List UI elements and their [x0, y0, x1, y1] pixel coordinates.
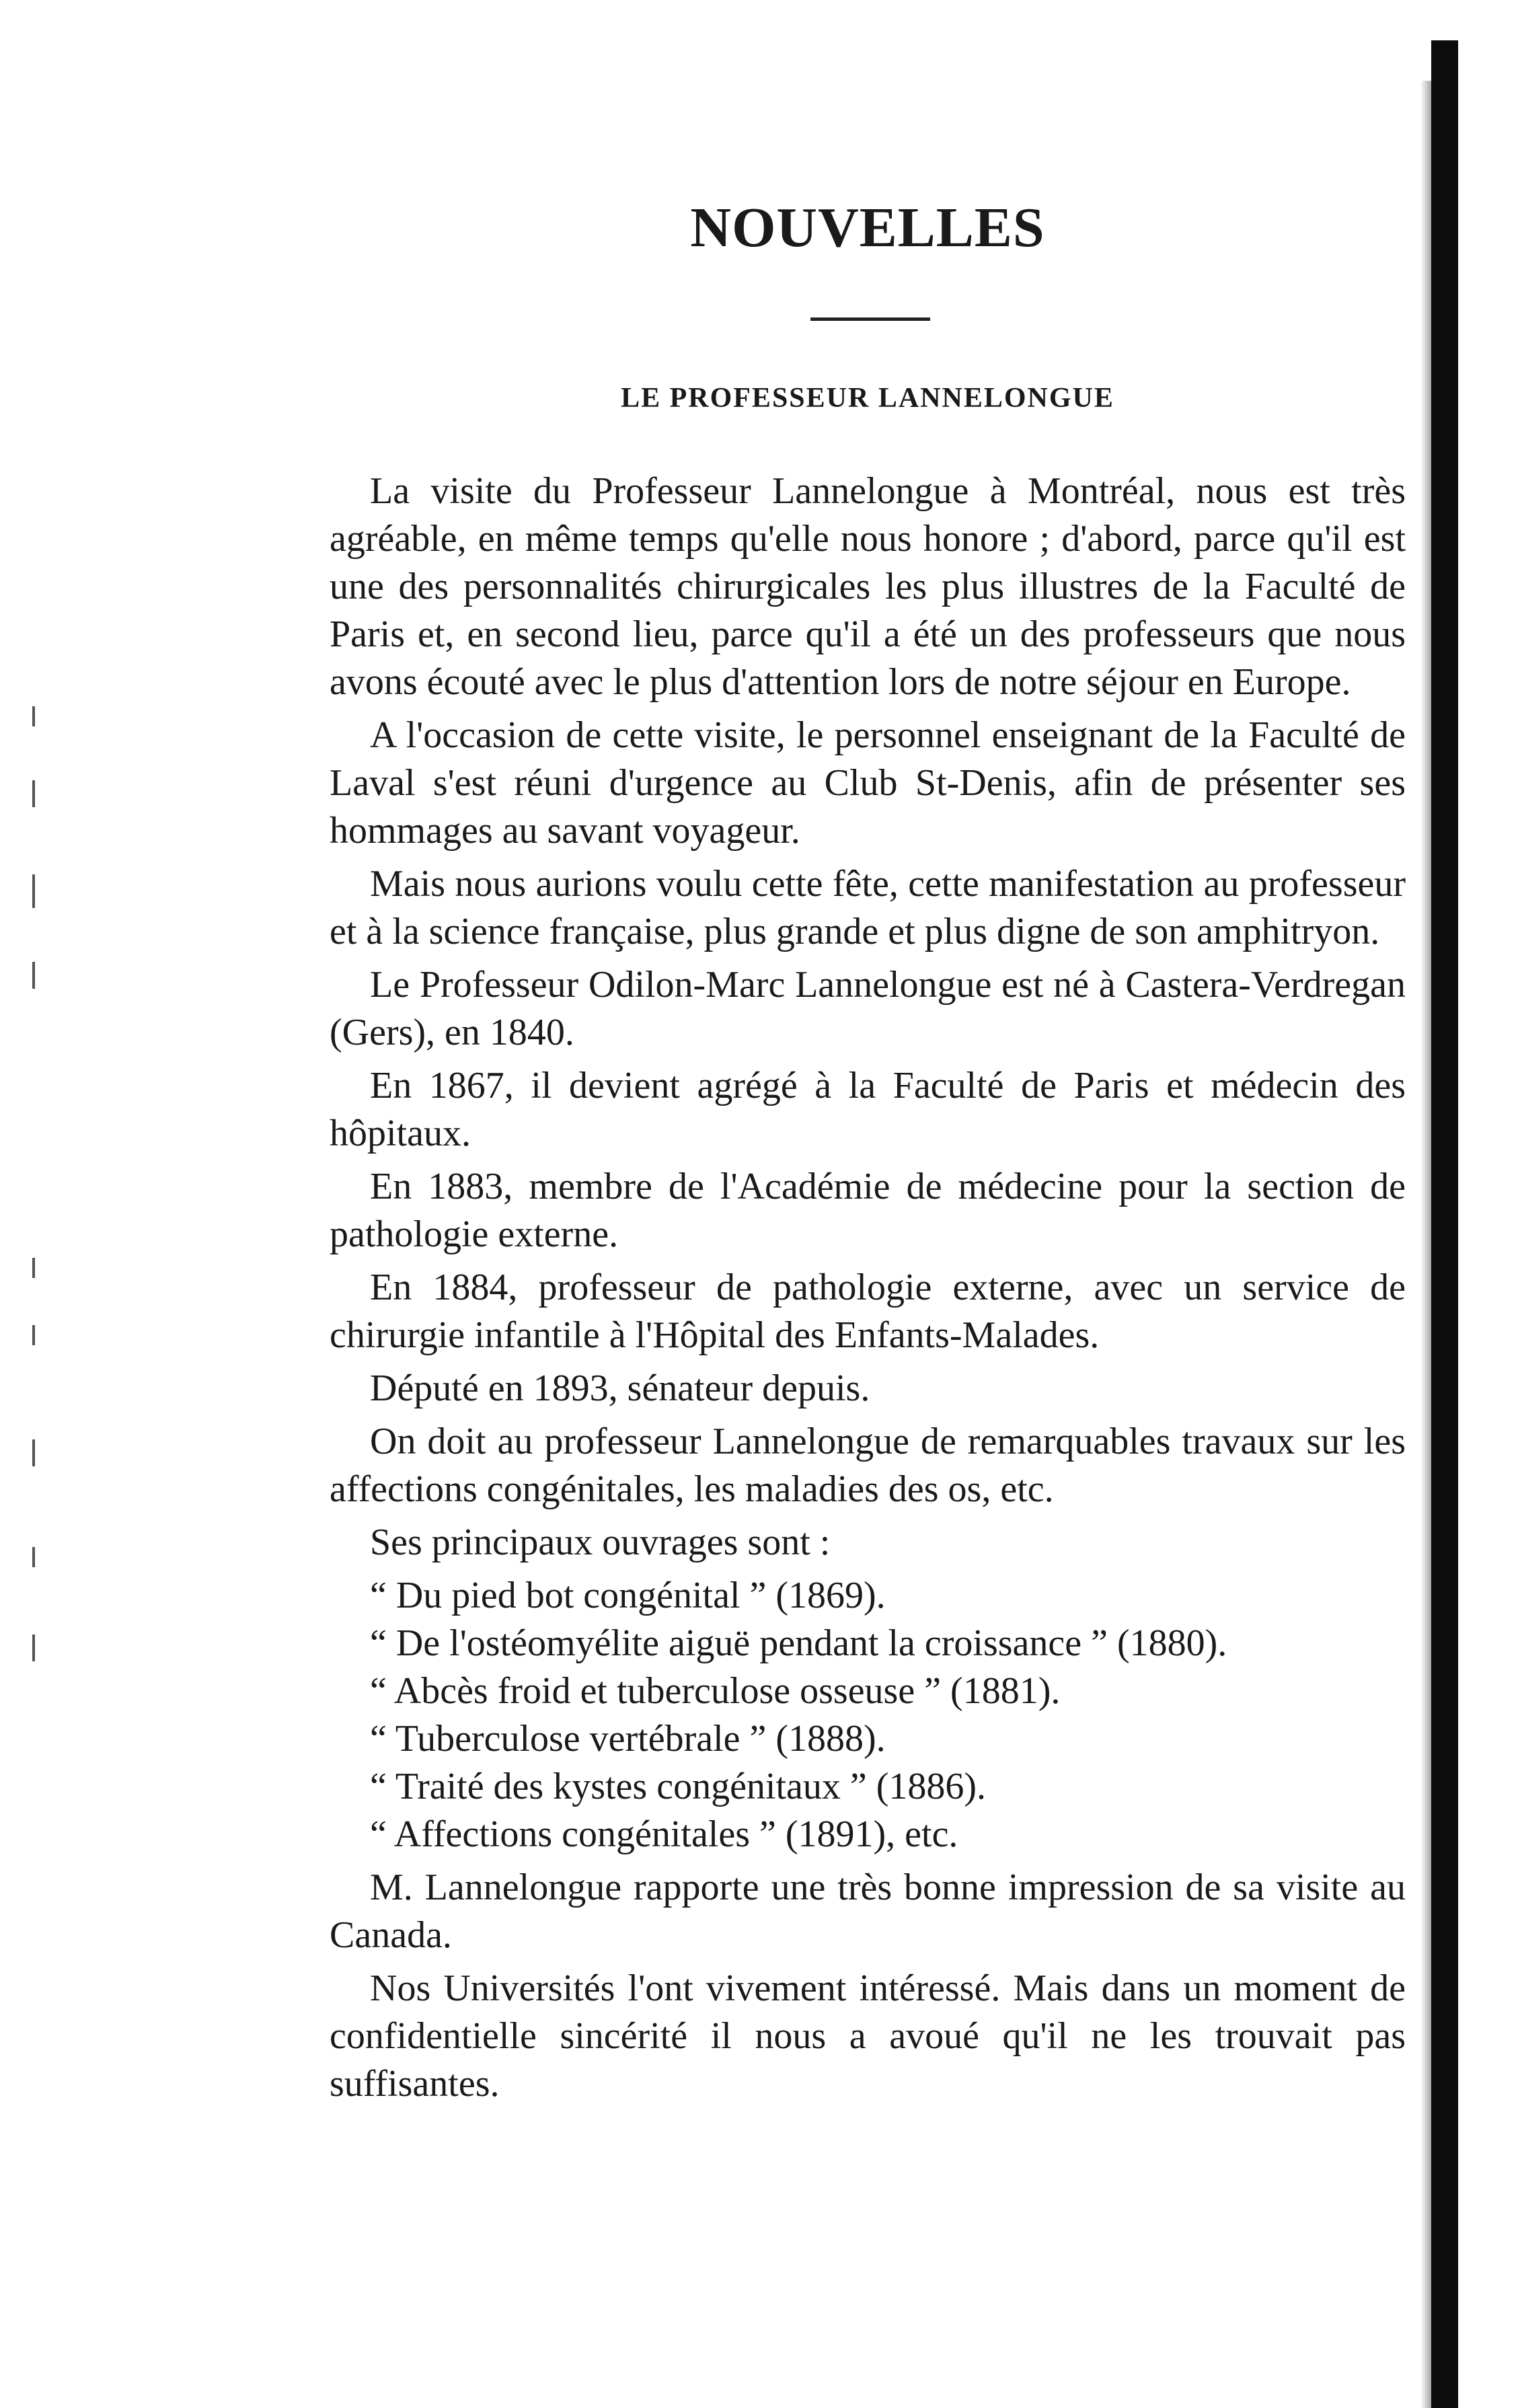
paragraph: En 1883, membre de l'Académie de médecine pour la section de pathologie externe.	[330, 1166, 1406, 1255]
paragraph: En 1867, il devient agrégé à la Faculté de Paris et médecin des hôpitaux.	[330, 1065, 1406, 1154]
work-item: “ Traité des kystes congénitaux ” (1886).	[370, 1766, 987, 1807]
scan-speck	[32, 962, 35, 989]
work-item: “ Affections congénitales ” (1891), etc.	[370, 1813, 958, 1855]
scan-speck	[32, 1634, 35, 1661]
paragraph: En 1884, professeur de pathologie externe, avec un service de chirurgie infantile à l'Hôpital des Enfants-Malades.	[330, 1267, 1406, 1356]
work-item: “ Du pied bot congénital ” (1869).	[370, 1575, 886, 1616]
scan-speck	[32, 780, 35, 807]
works-list	[330, 1572, 1406, 1858]
article-title: LE PROFESSEUR LANNELONGUE	[621, 383, 1114, 414]
paragraph: Ses principaux ouvrages sont :	[370, 1521, 831, 1563]
scan-speck	[32, 874, 35, 908]
section-title: NOUVELLES	[690, 196, 1045, 259]
paragraph: On doit au professeur Lannelongue de remarquables travaux sur les affections congénitales, les maladies des os, etc.	[330, 1421, 1406, 1510]
paragraph: Le Professeur Odilon-Marc Lannelongue est né à Castera-Verdregan (Gers), en 1840.	[330, 964, 1406, 1053]
book-binding-edge	[1431, 40, 1458, 2408]
work-item: “ Abcès froid et tuberculose osseuse ” (1881).	[370, 1670, 1061, 1712]
margin-scan-marks	[32, 706, 46, 1715]
scan-speck	[32, 1547, 35, 1567]
paragraph: Mais nous aurions voulu cette fête, cette manifestation au professeur et à la science française, plus grande et plus digne de son amphitryon.	[330, 863, 1406, 952]
title-divider	[810, 317, 930, 321]
scan-speck	[32, 1258, 35, 1278]
scan-speck	[32, 1325, 35, 1345]
paragraph: M. Lannelongue rapporte une très bonne impression de sa visite au Canada.	[330, 1867, 1406, 1956]
binding-shadow	[1420, 81, 1431, 2408]
paragraph: A l'occasion de cette visite, le personnel enseignant de la Faculté de Laval s'est réuni d'urgence au Club St-Denis, afin de présenter ses hommages au savant voyageur.	[330, 714, 1406, 852]
article-body	[330, 467, 1406, 2113]
paragraph: La visite du Professeur Lannelongue à Montréal, nous est très agréable, en même temps qu'elle nous honore ; d'abord, parce qu'il est une des personnalités chirurgicales les plus illustres de la Faculté de Paris et, en second lieu, parce qu'il a été un des professeurs que nous avons écouté avec le plus d'attention lors de notre séjour en Europe.	[330, 470, 1406, 703]
paragraph: Député en 1893, sénateur depuis.	[370, 1367, 870, 1409]
work-item: “ Tuberculose vertébrale ” (1888).	[370, 1718, 886, 1760]
scan-speck	[32, 706, 35, 726]
work-item: “ De l'ostéomyélite aiguë pendant la croissance ” (1880).	[370, 1622, 1227, 1664]
scan-speck	[32, 1439, 35, 1466]
paragraph: Nos Universités l'ont vivement intéressé. Mais dans un moment de confidentielle sincérité il nous a avoué qu'il ne les trouvait pas suffisantes.	[330, 1967, 1406, 2105]
